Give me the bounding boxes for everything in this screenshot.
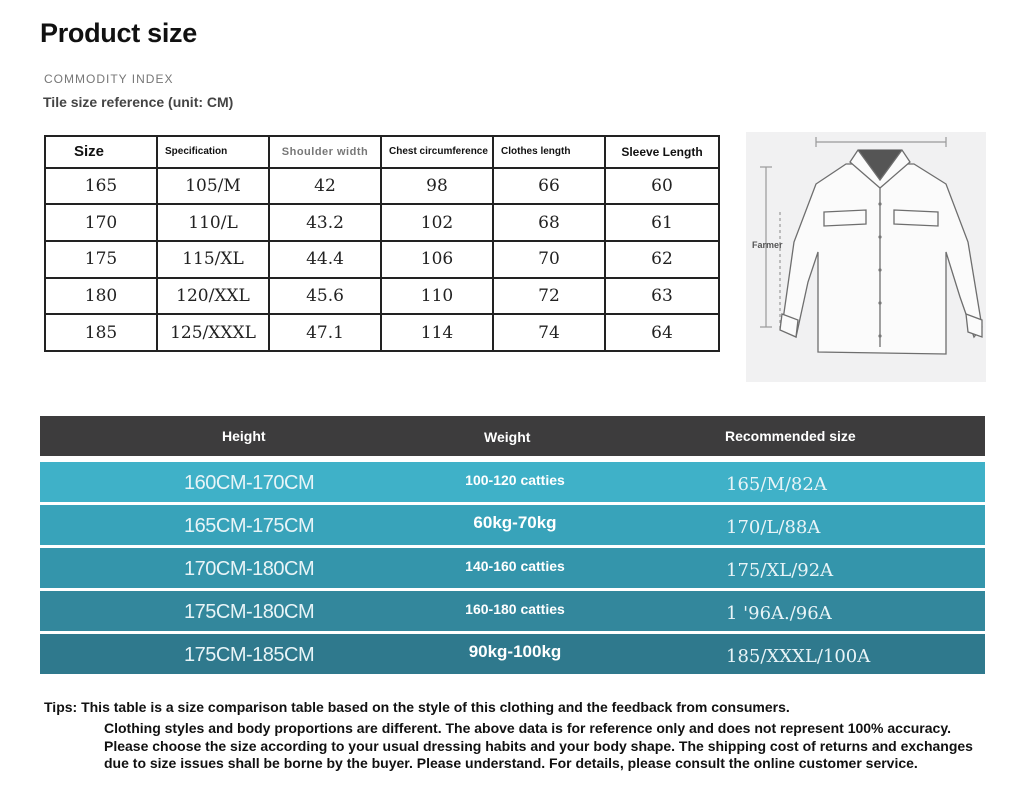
shirt-diagram [746,132,986,382]
height-cell: 175CM-180CM [184,601,315,623]
tips-line: due to size issues shall be borne by the buyer. Please understand. For details, please consult the online customer service. [104,755,918,771]
table-cell: 72 [493,278,605,315]
table-row [45,278,719,315]
commodity-index-label: COMMODITY INDEX [44,72,174,86]
table-row [45,168,719,205]
table-cell: 98 [381,168,493,205]
tips-line: Clothing styles and body proportions are different. The above data is for reference only and does not represent 100% accuracy. [104,720,951,736]
tips-line: Please choose the size according to your usual dressing habits and your body shape. The shipping cost of returns and exchanges [104,737,973,754]
tips-body [104,720,1004,773]
table-cell: 64 [605,314,719,351]
size-spec-table [44,135,720,352]
table-cell: 105/M [157,168,269,205]
header-chest-circumference: Chest circumference [381,136,493,168]
table-cell: 45.6 [269,278,381,315]
table-cell: 185 [45,314,157,351]
recommend-row [40,505,985,545]
header-weight: Weight [484,429,531,445]
table-cell: 110 [381,278,493,315]
recommend-table-header [40,416,985,456]
table-cell: 175 [45,241,157,278]
recommended-size-cell: 170/L/88A [726,517,821,538]
recommended-size-cell: 165/M/82A [726,474,827,495]
table-cell: 61 [605,204,719,241]
table-cell: 60 [605,168,719,205]
table-cell: 180 [45,278,157,315]
weight-cell: 140-160 catties [465,558,565,574]
weight-cell: 60kg-70kg [473,513,557,532]
table-cell: 47.1 [269,314,381,351]
recommend-row [40,634,985,674]
table-cell: 165 [45,168,157,205]
header-shoulder-width: Shoulder width [269,136,381,168]
weight-cell: 160-180 catties [465,601,565,617]
table-cell: 170 [45,204,157,241]
header-sleeve-length: Sleeve Length [605,136,719,168]
header-specification: Specification [157,136,269,168]
recommend-row [40,591,985,631]
recommended-size-cell: 185/XXXL/100A [726,646,871,667]
tips-heading: Tips: This table is a size comparison table based on the style of this clothing and the feedback from consumers. [44,699,790,715]
table-cell: 43.2 [269,204,381,241]
height-cell: 175CM-185CM [184,644,315,666]
table-cell: 106 [381,241,493,278]
header-clothes-length: Clothes length [493,136,605,168]
table-cell: 66 [493,168,605,205]
unit-reference-note: Tile size reference (unit: CM) [43,94,234,110]
table-cell: 70 [493,241,605,278]
weight-cell: 90kg-100kg [468,642,562,661]
table-cell: 62 [605,241,719,278]
recommended-size-cell: 1 '96A./96A [726,603,832,624]
table-cell: 44.4 [269,241,381,278]
shirt-illustration [746,132,986,382]
table-cell: 120/XXL [157,278,269,315]
height-cell: 165CM-175CM [184,515,315,537]
recommend-row [40,462,985,502]
table-cell: 110/L [157,204,269,241]
page-title: Product size [40,18,197,48]
table-cell: 102 [381,204,493,241]
header-recommended-size: Recommended size [725,428,856,444]
table-row [45,314,719,351]
table-cell: 125/XXXL [157,314,269,351]
spec-table-header-row [45,136,719,168]
table-cell: 63 [605,278,719,315]
table-cell: 115/XL [157,241,269,278]
diagram-label: Farmer [752,240,783,250]
weight-cell: 100-120 catties [465,472,565,488]
header-height: Height [222,428,266,444]
height-cell: 170CM-180CM [184,558,315,580]
table-cell: 74 [493,314,605,351]
table-row [45,241,719,278]
height-cell: 160CM-170CM [184,472,315,494]
recommended-size-cell: 175/XL/92A [726,560,834,581]
table-cell: 42 [269,168,381,205]
header-size: Size [45,136,157,168]
recommend-row [40,548,985,588]
table-cell: 68 [493,204,605,241]
table-row [45,204,719,241]
table-cell: 114 [381,314,493,351]
